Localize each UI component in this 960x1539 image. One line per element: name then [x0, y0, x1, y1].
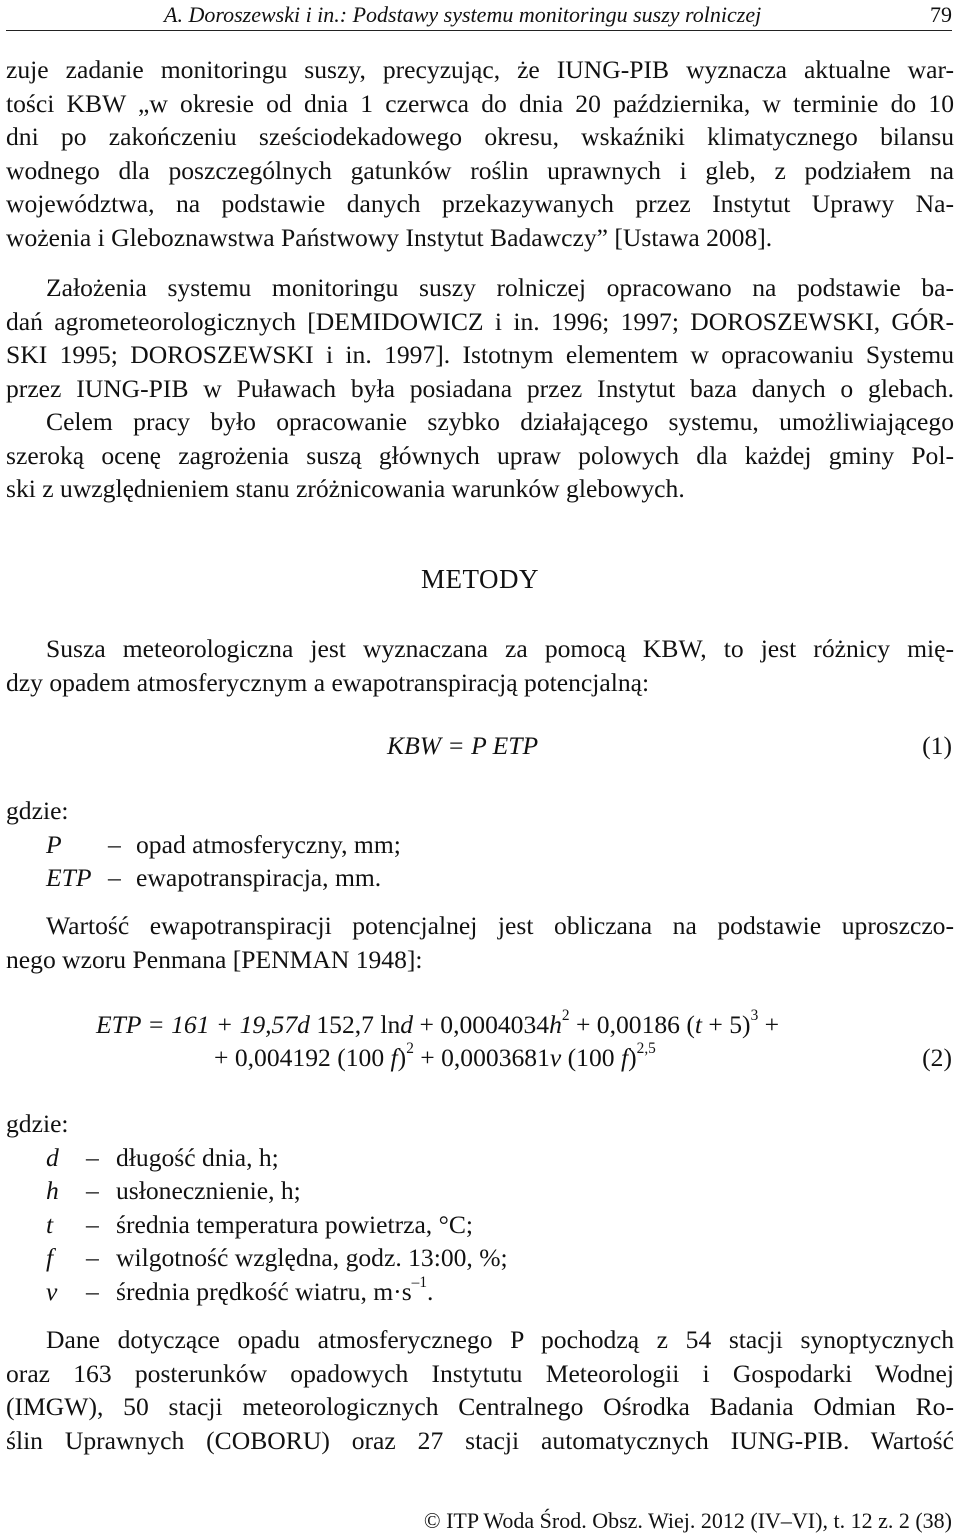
var-t: t: [694, 1010, 703, 1039]
exponent: 2: [561, 1007, 570, 1025]
symbol: v: [46, 1276, 58, 1306]
text-line: Wartość ewapotranspiracji potencjalnej jest obliczana na podstawie uproszczo-: [46, 911, 954, 940]
gdzie-label: [6, 794, 69, 828]
description-text: średnia prędkość wiatru, m·s: [116, 1276, 412, 1306]
paragraph-5: [6, 909, 954, 976]
gdzie-text: gdzie:: [6, 796, 69, 825]
definition-row: [6, 861, 382, 895]
text-line: tości KBW „w okresie od dnia 1 czerwca do dnia 20 października, w terminie do 10: [6, 88, 954, 118]
var-v: v: [549, 1043, 562, 1072]
eq-part: 152,7 ln: [309, 1010, 401, 1039]
definitions-1: [6, 794, 401, 895]
paragraph-1: [6, 53, 954, 254]
symbol: h: [46, 1176, 59, 1205]
section-heading: METODY: [420, 564, 539, 594]
definition-row: [6, 1141, 279, 1175]
gdzie-label: [6, 1107, 69, 1141]
definition-row: [6, 828, 401, 862]
page-number: 79: [930, 2, 952, 27]
description: [116, 1275, 433, 1309]
text-line: dań agrometeorologicznych [DEMIDOWICZ i in. 1996; 1997; DOROSZEWSKI, GÓR-: [6, 306, 954, 336]
symbol: f: [46, 1243, 54, 1272]
text-line: wodnego dla poszczególnych gatunków roślin uprawnych i gleb, z podziałem na: [6, 155, 954, 185]
symbol: t: [46, 1209, 54, 1239]
dash: –: [108, 829, 121, 859]
text-line: Susza meteorologiczna jest wyznaczana za pomocą KBW, to jest różnicy mię-: [46, 634, 954, 663]
text-line: ślin Uprawnych (COBORU) oraz 27 stacji automatycznych IUNG-PIB. Wartość: [6, 1425, 954, 1455]
text-line: dni po zakończeniu sześciodekadowego okresu, wskaźniki klimatycznego bilansu: [6, 122, 954, 151]
description: długość dnia, h;: [116, 1142, 279, 1172]
text-line: Założenia systemu monitoringu suszy rolniczej opracowano na podstawie ba-: [46, 273, 954, 302]
eq-part: (100: [561, 1043, 621, 1072]
text-line: nego wzoru Penmana [PENMAN 1948]:: [6, 944, 423, 974]
equation-2-line-1: [96, 1007, 780, 1040]
paragraph-2: [6, 271, 954, 405]
exponent: 3: [750, 1007, 759, 1025]
eq-part: ): [397, 1043, 407, 1072]
var-d: d: [400, 1010, 414, 1039]
dash: –: [108, 863, 121, 892]
eq-part: +: [758, 1010, 780, 1039]
exponent: –1: [411, 1273, 428, 1291]
paragraph-6: [6, 1323, 954, 1457]
symbol: P: [46, 829, 62, 859]
gdzie-text: gdzie:: [6, 1109, 69, 1138]
definition-row: [6, 1174, 301, 1208]
text-line: dzy opadem atmosferycznym a ewapotranspiracją potencjalną:: [6, 667, 650, 697]
eq-part: ): [628, 1043, 637, 1072]
running-title: A. Doroszewski i in.: Podstawy systemu monitoringu suszy rolniczej: [164, 2, 762, 27]
var-h: h: [549, 1010, 562, 1039]
text-line: oraz 163 posterunków opadowych Instytutu Meteorologii i Gospodarki Wodnej: [6, 1358, 954, 1388]
eq-part: + 0,00186 (: [569, 1010, 695, 1039]
symbol: d: [46, 1142, 59, 1172]
description: wilgotność względna, godz. 13:00, %;: [116, 1243, 508, 1272]
text-line: szeroką ocenę zagrożenia suszą głównych upraw polowych dla każdej gminy Pol-: [6, 440, 954, 470]
paragraph-4: [6, 632, 954, 699]
equation-2-line-2: [214, 1040, 656, 1073]
paragraph-3: [6, 405, 954, 506]
equation-2-number: (2): [922, 1043, 952, 1072]
dash: –: [86, 1209, 99, 1239]
equation-1: KBW = P ETP: [387, 731, 539, 760]
running-header: [6, 0, 952, 31]
text-line: województwa, na podstawie danych przekazywanych przez Instytut Uprawy Na-: [6, 189, 954, 218]
exponent: 2: [406, 1040, 414, 1058]
dash: –: [86, 1142, 99, 1172]
text-line: ski z uwzględnieniem stanu zróżnicowania warunków glebowych.: [6, 474, 685, 503]
text-line: (IMGW), 50 stacji meteorologicznych Centralnego Ośrodka Badania Odmian Ro-: [6, 1392, 954, 1421]
text-line: Celem pracy było opracowanie szybko działającego systemu, umożliwiającego: [46, 407, 954, 436]
period: .: [427, 1276, 434, 1306]
description: usłonecznienie, h;: [116, 1176, 301, 1205]
exponent: 2,5: [636, 1040, 656, 1058]
text-line: przez IUNG-PIB w Puławach była posiadana przez Instytut baza danych o glebach.: [6, 373, 954, 403]
definition-row: [6, 1241, 508, 1275]
text-line: Dane dotyczące opadu atmosferycznego P pochodzą z 54 stacji synoptycznych: [46, 1325, 954, 1354]
var-f: f: [390, 1043, 398, 1072]
definition-row: [6, 1208, 474, 1242]
text-line: zuje zadanie monitoringu suszy, precyzując, że IUNG-PIB wyznacza aktualne war-: [6, 55, 954, 84]
equation-1-number: (1): [922, 731, 952, 760]
symbol: ETP: [46, 863, 92, 892]
dash: –: [86, 1176, 99, 1205]
eq-part: + 0,0003681: [413, 1043, 550, 1072]
eq-part: + 0,004192 (100: [214, 1043, 391, 1072]
text-line: wożenia i Gleboznawstwa Państwowy Instytut Badawczy” [Ustawa 2008].: [6, 222, 773, 252]
text-line: SKI 1995; DOROSZEWSKI i in. 1997]. Istotnym elementem w opracowaniu Systemu: [6, 340, 954, 369]
eq-part: + 0,0004034: [413, 1010, 550, 1039]
journal-footer: © ITP Woda Środ. Obsz. Wiej. 2012 (IV–VI), t. 12 z. 2 (38): [423, 1508, 952, 1533]
dash: –: [86, 1243, 99, 1272]
var-f: f: [620, 1043, 629, 1072]
var-d: d: [297, 1010, 310, 1039]
dash: –: [86, 1276, 99, 1306]
description: ewapotranspiracja, mm.: [136, 863, 382, 892]
eq-part: + 5): [702, 1010, 751, 1039]
eq-etp: ETP = 161 + 19,57: [96, 1010, 298, 1039]
description: opad atmosferyczny, mm;: [136, 829, 401, 859]
description: średnia temperatura powietrza, °C;: [116, 1209, 474, 1239]
